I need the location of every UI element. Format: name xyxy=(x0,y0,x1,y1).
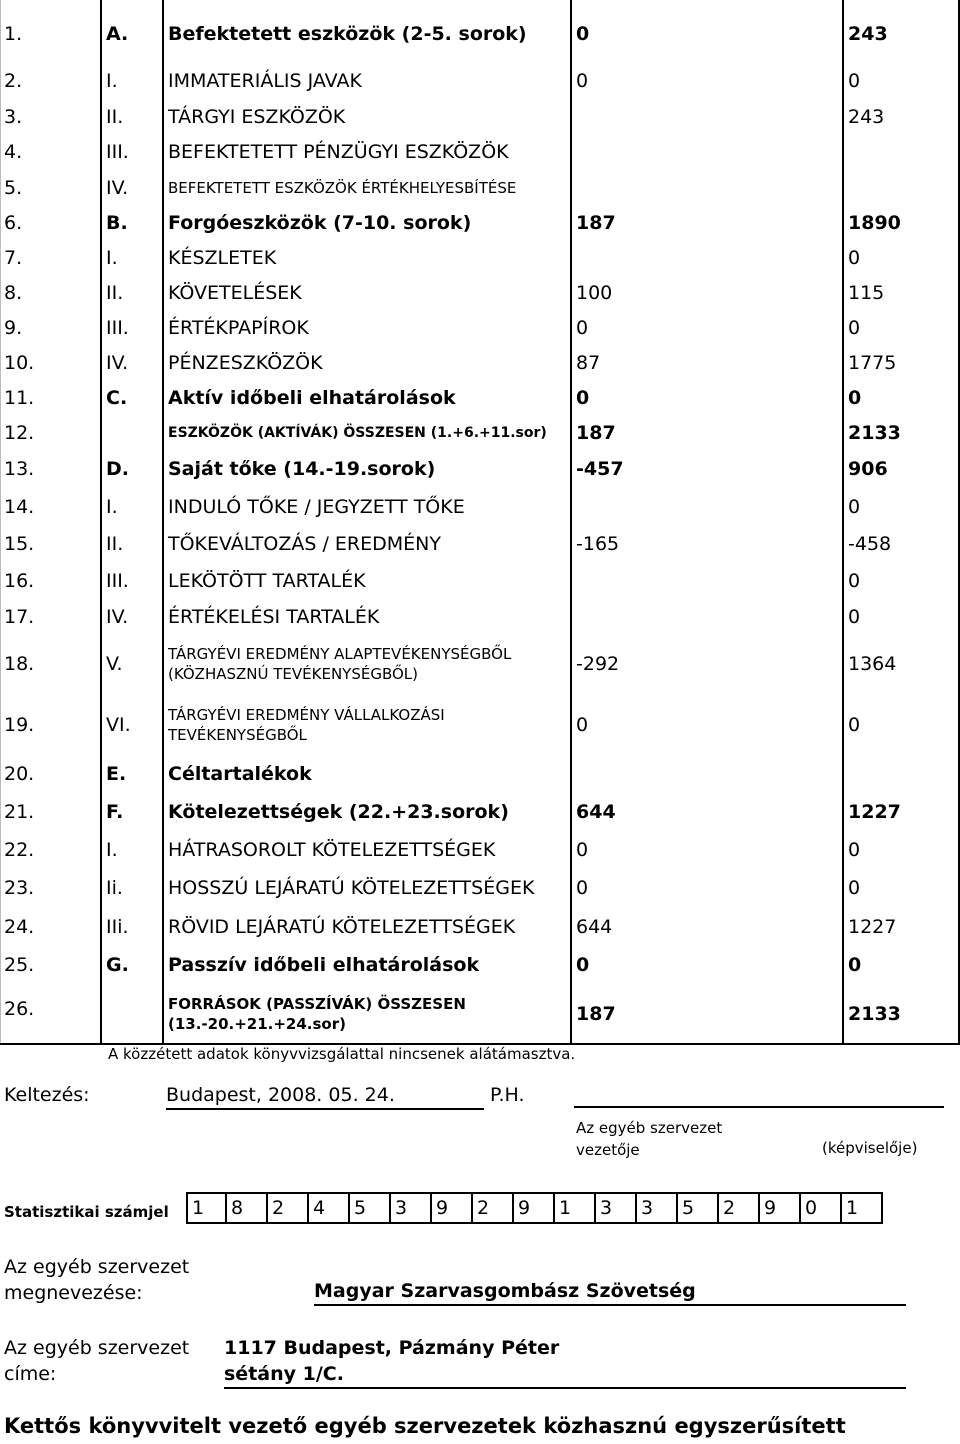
value-previous: 0 xyxy=(576,23,590,45)
row-code: V. xyxy=(106,653,123,675)
table-row xyxy=(0,793,960,831)
row-number: 16. xyxy=(4,569,35,592)
statistical-number-digit: 9 xyxy=(514,1192,555,1224)
org-name-label-line1: Az egyéb szervezet xyxy=(4,1256,190,1278)
table-column-divider xyxy=(162,0,164,1045)
value-previous: 0 xyxy=(576,316,589,339)
row-code: II. xyxy=(106,105,124,128)
row-label: KÖVETELÉSEK xyxy=(168,281,302,304)
row-number: 24. xyxy=(4,915,35,938)
table-row xyxy=(0,984,960,1044)
row-number: 12. xyxy=(4,421,35,444)
statistical-number-digit: 1 xyxy=(555,1192,596,1224)
value-previous: 87 xyxy=(576,351,601,374)
value-previous: 644 xyxy=(576,801,616,823)
value-current: 0 xyxy=(848,954,862,976)
org-address-label-line1: Az egyéb szervezet xyxy=(4,1337,190,1359)
row-code: III. xyxy=(106,316,129,339)
statistical-number-digit: 5 xyxy=(350,1192,391,1224)
value-current: 0 xyxy=(848,69,861,92)
org-address-label xyxy=(4,1335,189,1387)
value-current: 2133 xyxy=(848,1003,901,1025)
value-current: 0 xyxy=(848,495,861,518)
date-value: Budapest, 2008. 05. 24. xyxy=(166,1084,484,1110)
value-current: 0 xyxy=(848,605,861,628)
value-current: 1890 xyxy=(848,211,901,234)
row-code: IV. xyxy=(106,176,129,199)
row-code: I. xyxy=(106,69,118,92)
value-current: 906 xyxy=(848,458,888,480)
row-label: TŐKEVÁLTOZÁS / EREDMÉNY xyxy=(168,532,441,555)
statistical-number-digit: 2 xyxy=(719,1192,760,1224)
value-current: -458 xyxy=(848,532,892,555)
table-column-divider xyxy=(570,0,572,1045)
row-label: BEFEKTETETT ESZKÖZÖK ÉRTÉKHELYESBÍTÉSE xyxy=(168,178,517,197)
row-code: VI. xyxy=(106,713,131,736)
row-label: LEKÖTÖTT TARTALÉK xyxy=(168,569,366,592)
value-previous: 0 xyxy=(576,954,590,976)
signer-title-line2: vezetője xyxy=(576,1141,640,1159)
table-row xyxy=(0,62,960,99)
row-code: A. xyxy=(106,23,129,45)
table-row xyxy=(0,755,960,793)
table-row xyxy=(0,488,960,525)
table-row xyxy=(0,99,960,134)
value-current: 243 xyxy=(848,23,888,45)
row-code: I. xyxy=(106,495,118,518)
org-address-line2: sétány 1/C. xyxy=(224,1363,344,1385)
row-code: II. xyxy=(106,532,124,555)
row-number: 13. xyxy=(4,458,35,480)
row-label: TÁRGYI ESZKÖZÖK xyxy=(168,105,346,128)
value-current: 1227 xyxy=(848,915,897,938)
statistical-number-digit: 3 xyxy=(637,1192,678,1224)
row-code: IIi. xyxy=(106,915,129,938)
row-label: Saját tőke (14.-19.sorok) xyxy=(168,458,436,480)
signer-title-line1: Az egyéb szervezet xyxy=(576,1119,723,1137)
value-current: 243 xyxy=(848,105,885,128)
row-number: 7. xyxy=(4,246,23,269)
table-column-divider xyxy=(0,0,1,1045)
value-current: 0 xyxy=(848,839,861,861)
row-number: 15. xyxy=(4,532,35,555)
row-code: I. xyxy=(106,839,118,861)
value-previous: 0 xyxy=(576,839,589,861)
statistical-number-digit: 9 xyxy=(760,1192,801,1224)
org-address-value xyxy=(224,1335,906,1389)
statistical-number-label: Statisztikai számjel xyxy=(4,1203,169,1221)
row-code: E. xyxy=(106,763,127,785)
row-number: 6. xyxy=(4,211,23,234)
row-number: 8. xyxy=(4,281,23,304)
table-row xyxy=(0,694,960,755)
table-row xyxy=(0,525,960,562)
row-label: RÖVID LEJÁRATÚ KÖTELEZETTSÉGEK xyxy=(168,915,516,938)
row-label: INDULÓ TŐKE / JEGYZETT TŐKE xyxy=(168,495,465,518)
statistical-number-digit: 0 xyxy=(801,1192,842,1224)
table-column-divider xyxy=(842,0,844,1045)
value-current: 1227 xyxy=(848,801,901,823)
value-previous: -292 xyxy=(576,653,620,675)
value-previous: -457 xyxy=(576,458,624,480)
statistical-number-digit: 8 xyxy=(227,1192,268,1224)
row-code: II. xyxy=(106,281,124,304)
table-row xyxy=(0,869,960,907)
table-column-divider xyxy=(100,0,102,1045)
value-previous: 644 xyxy=(576,915,613,938)
row-number: 4. xyxy=(4,141,23,163)
row-label: HOSSZÚ LEJÁRATÚ KÖTELEZETTSÉGEK xyxy=(168,877,535,899)
table-row xyxy=(0,907,960,946)
row-label: ÉRTÉKELÉSI TARTALÉK xyxy=(168,605,380,628)
value-current: 0 xyxy=(848,246,861,269)
row-code: C. xyxy=(106,386,128,409)
row-number: 21. xyxy=(4,801,35,823)
row-label: HÁTRASOROLT KÖTELEZETTSÉGEK xyxy=(168,839,496,861)
row-label: TÁRGYÉVI EREDMÉNY ALAPTEVÉKENYSÉGBŐL (KÖZHASZNÚ TEVÉKENYSÉGBŐL) xyxy=(168,645,512,683)
statistical-number-digit: 2 xyxy=(268,1192,309,1224)
signature-line xyxy=(574,1106,944,1108)
table-row xyxy=(0,562,960,599)
row-label: PÉNZESZKÖZÖK xyxy=(168,351,323,374)
table-row xyxy=(0,599,960,634)
row-label: FORRÁSOK (PASSZÍVÁK) ÖSSZESEN (13.-20.+21.+24.sor) xyxy=(168,995,466,1033)
table-row xyxy=(0,380,960,415)
row-number: 1. xyxy=(4,23,23,45)
table-row xyxy=(0,831,960,869)
row-code: I. xyxy=(106,246,118,269)
row-code: IV. xyxy=(106,605,129,628)
audit-note: A közzétett adatok könyvvizsgálattal nincsenek alátámasztva. xyxy=(108,1045,576,1063)
row-number: 20. xyxy=(4,763,35,785)
row-label: ESZKÖZÖK (AKTÍVÁK) ÖSSZESEN (1.+6.+11.sor) xyxy=(168,424,547,441)
org-name-label-line2: megnevezése: xyxy=(4,1282,143,1304)
table-row xyxy=(0,205,960,240)
row-label: TÁRGYÉVI EREDMÉNY VÁLLALKOZÁSI TEVÉKENYSÉGBŐL xyxy=(168,705,445,744)
statistical-number-digit: 1 xyxy=(842,1192,883,1224)
row-code: F. xyxy=(106,801,124,823)
statistical-number-digit: 5 xyxy=(678,1192,719,1224)
row-label: ÉRTÉKPAPÍROK xyxy=(168,316,309,339)
row-code: III. xyxy=(106,569,129,592)
value-current: 0 xyxy=(848,713,861,736)
row-code: G. xyxy=(106,954,129,976)
value-previous: 100 xyxy=(576,281,613,304)
row-label: Céltartalékok xyxy=(168,763,312,785)
value-previous: 0 xyxy=(576,69,589,92)
org-address-label-line2: címe: xyxy=(4,1363,57,1385)
table-row xyxy=(0,345,960,380)
row-number: 18. xyxy=(4,653,35,675)
statistical-number-digit: 9 xyxy=(432,1192,473,1224)
statistical-number-digit: 1 xyxy=(186,1192,227,1224)
row-number: 17. xyxy=(4,605,35,628)
row-number: 26. xyxy=(4,998,35,1020)
statistical-number-digit: 3 xyxy=(391,1192,432,1224)
row-number: 19. xyxy=(4,713,35,736)
row-code: D. xyxy=(106,458,129,480)
table-row xyxy=(0,634,960,694)
row-code: B. xyxy=(106,211,128,234)
footer-title: Kettős könyvvitelt vezető egyéb szervezetek közhasznú egyszerűsített xyxy=(4,1414,846,1438)
value-current: 0 xyxy=(848,386,862,409)
row-label: Forgóeszközök (7-10. sorok) xyxy=(168,211,472,234)
table-row xyxy=(0,310,960,345)
table-row xyxy=(0,134,960,170)
date-label: Keltezés: xyxy=(4,1084,90,1106)
value-current: 2133 xyxy=(848,421,901,444)
row-number: 5. xyxy=(4,176,23,199)
signer-title xyxy=(576,1117,722,1161)
value-previous: 187 xyxy=(576,1003,616,1025)
row-number: 25. xyxy=(4,954,35,976)
value-previous: 0 xyxy=(576,713,589,736)
org-address-line1: 1117 Budapest, Pázmány Péter xyxy=(224,1337,560,1359)
value-previous: 0 xyxy=(576,386,590,409)
table-row xyxy=(0,170,960,205)
row-label: BEFEKTETETT PÉNZÜGYI ESZKÖZÖK xyxy=(168,141,509,163)
statistical-number-digit: 4 xyxy=(309,1192,350,1224)
value-current: 0 xyxy=(848,316,861,339)
value-current: 115 xyxy=(848,281,885,304)
row-number: 2. xyxy=(4,69,23,92)
row-number: 11. xyxy=(4,386,35,409)
stamp-placeholder: P.H. xyxy=(490,1084,525,1106)
row-label: KÉSZLETEK xyxy=(168,246,277,269)
org-name-value: Magyar Szarvasgombász Szövetség xyxy=(314,1280,906,1306)
table-row xyxy=(0,450,960,488)
value-current: 0 xyxy=(848,877,861,899)
row-code: IV. xyxy=(106,351,129,374)
value-current: 1775 xyxy=(848,351,897,374)
row-number: 23. xyxy=(4,877,35,899)
row-number: 9. xyxy=(4,316,23,339)
row-number: 3. xyxy=(4,105,23,128)
table-row xyxy=(0,946,960,984)
row-label: IMMATERIÁLIS JAVAK xyxy=(168,69,362,92)
row-code: III. xyxy=(106,141,129,163)
row-code: Ii. xyxy=(106,877,123,899)
value-previous: 187 xyxy=(576,211,616,234)
table-row xyxy=(0,415,960,450)
value-current: 1364 xyxy=(848,653,897,675)
table-row xyxy=(0,240,960,275)
row-number: 10. xyxy=(4,351,35,374)
statistical-number-digit: 3 xyxy=(596,1192,637,1224)
value-previous: 187 xyxy=(576,421,616,444)
table-row xyxy=(0,275,960,310)
row-number: 22. xyxy=(4,839,35,861)
row-number: 14. xyxy=(4,495,35,518)
statistical-number-digit: 2 xyxy=(473,1192,514,1224)
row-label: Passzív időbeli elhatárolások xyxy=(168,954,480,976)
row-label: Befektetett eszközök (2-5. sorok) xyxy=(168,23,527,45)
org-name-label xyxy=(4,1254,189,1306)
row-label: Aktív időbeli elhatárolások xyxy=(168,386,456,409)
value-current: 0 xyxy=(848,569,861,592)
signer-representative: (képviselője) xyxy=(822,1139,918,1157)
table-row xyxy=(0,12,960,56)
row-label: Kötelezettségek (22.+23.sorok) xyxy=(168,801,509,823)
value-previous: 0 xyxy=(576,877,589,899)
value-previous: -165 xyxy=(576,532,620,555)
